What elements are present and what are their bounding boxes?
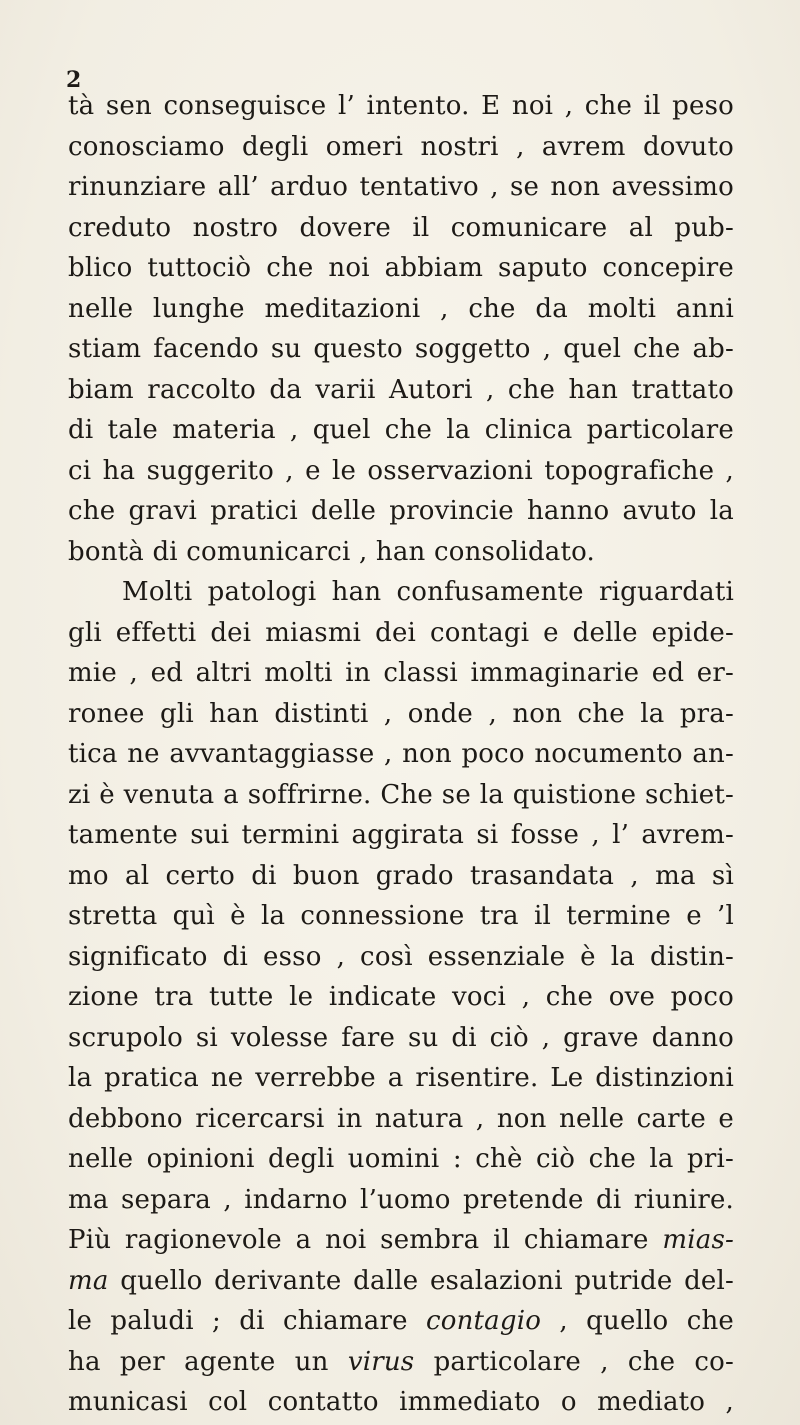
text-line: nelle lunghe meditazioni , che da molti anni [68, 293, 734, 324]
text-line: mo al certo di buon grado trasandata , ma sì [68, 860, 734, 891]
text-line: tamente sui termini aggirata si fosse , l’ avrem- [68, 820, 734, 850]
text-line: tà sen conseguisce l’ intento. E noi , che il peso [68, 91, 734, 121]
text-line: significato di esso , così essenziale è la distin- [68, 941, 734, 972]
text-segment: particolare , che co- [433, 1346, 735, 1377]
text-line: mie , ed altri molti in classi immaginarie ed er- [68, 658, 734, 688]
text-line [68, 1301, 734, 1342]
italic-term: contagio [425, 1306, 542, 1336]
text-line: di tale materia , quel che la clinica particolare [68, 415, 734, 445]
italic-term: virus [347, 1346, 415, 1377]
text-line: zi è venuta a soffrirne. Che se la quistione schiet- [68, 779, 734, 810]
text-line: gli effetti dei miasmi dei contagi e delle epide- [68, 617, 734, 648]
text-line: stiam facendo su questo soggetto , quel che ab- [68, 334, 734, 364]
text-line: municasi col contatto immediato o mediato , [68, 1387, 734, 1417]
text-line: nelle opinioni degli uomini : chè ciò che la pri- [68, 1144, 734, 1174]
text-line: tica ne avvantaggiasse , non poco nocumento an- [68, 739, 734, 769]
body-text [68, 86, 734, 1423]
text-segment: , quello che [559, 1306, 734, 1336]
text-line: rinunziare all’ arduo tentativo , se non avessimo [68, 172, 734, 202]
text-line: bontà di comunicarci , han consolidato. [68, 536, 596, 567]
text-line: debbono ricercarsi in natura , non nelle carte e [68, 1103, 734, 1134]
text-line [68, 1261, 734, 1302]
italic-term: mias- [662, 1225, 734, 1255]
text-line: biam raccolto da varii Autori , che han trattato [68, 374, 734, 405]
text-segment: quello derivante dalle esalazioni putride del- [120, 1265, 735, 1296]
text-line: ma separa , indarno l’uomo pretende di riunire. [68, 1184, 734, 1215]
text-segment: ha per agente un [68, 1346, 329, 1377]
text-line: creduto nostro dovere il comunicare al pub- [68, 212, 734, 243]
page-number: 2 [66, 67, 82, 93]
text-line: stretta quì è la connessione tra il termine e ’l [68, 901, 734, 931]
text-line [68, 1220, 734, 1261]
text-line: ci ha suggerito , e le osservazioni topografiche , [68, 455, 734, 486]
text-segment: Più ragionevole a noi sembra il chiamare [68, 1225, 649, 1255]
text-line: zione tra tutte le indicate voci , che ove poco [68, 982, 734, 1012]
text-line: scrupolo si volesse fare su di ciò , grave danno [68, 1022, 734, 1053]
text-line: blico tuttociò che noi abbiam saputo concepire [68, 253, 734, 283]
text-line: Molti patologi han confusamente riguardati [122, 577, 734, 607]
text-line: la pratica ne verrebbe a risentire. Le distinzioni [68, 1063, 734, 1093]
text-segment: le paludi ; di chiamare [68, 1306, 408, 1336]
italic-term: ma [68, 1265, 109, 1296]
text-line: conosciamo degli omeri nostri , avrem dovuto [68, 131, 734, 162]
text-line: che gravi pratici delle provincie hanno avuto la [68, 496, 734, 526]
text-line: ronee gli han distinti , onde , non che la pra- [68, 698, 734, 729]
text-line [68, 1342, 734, 1383]
